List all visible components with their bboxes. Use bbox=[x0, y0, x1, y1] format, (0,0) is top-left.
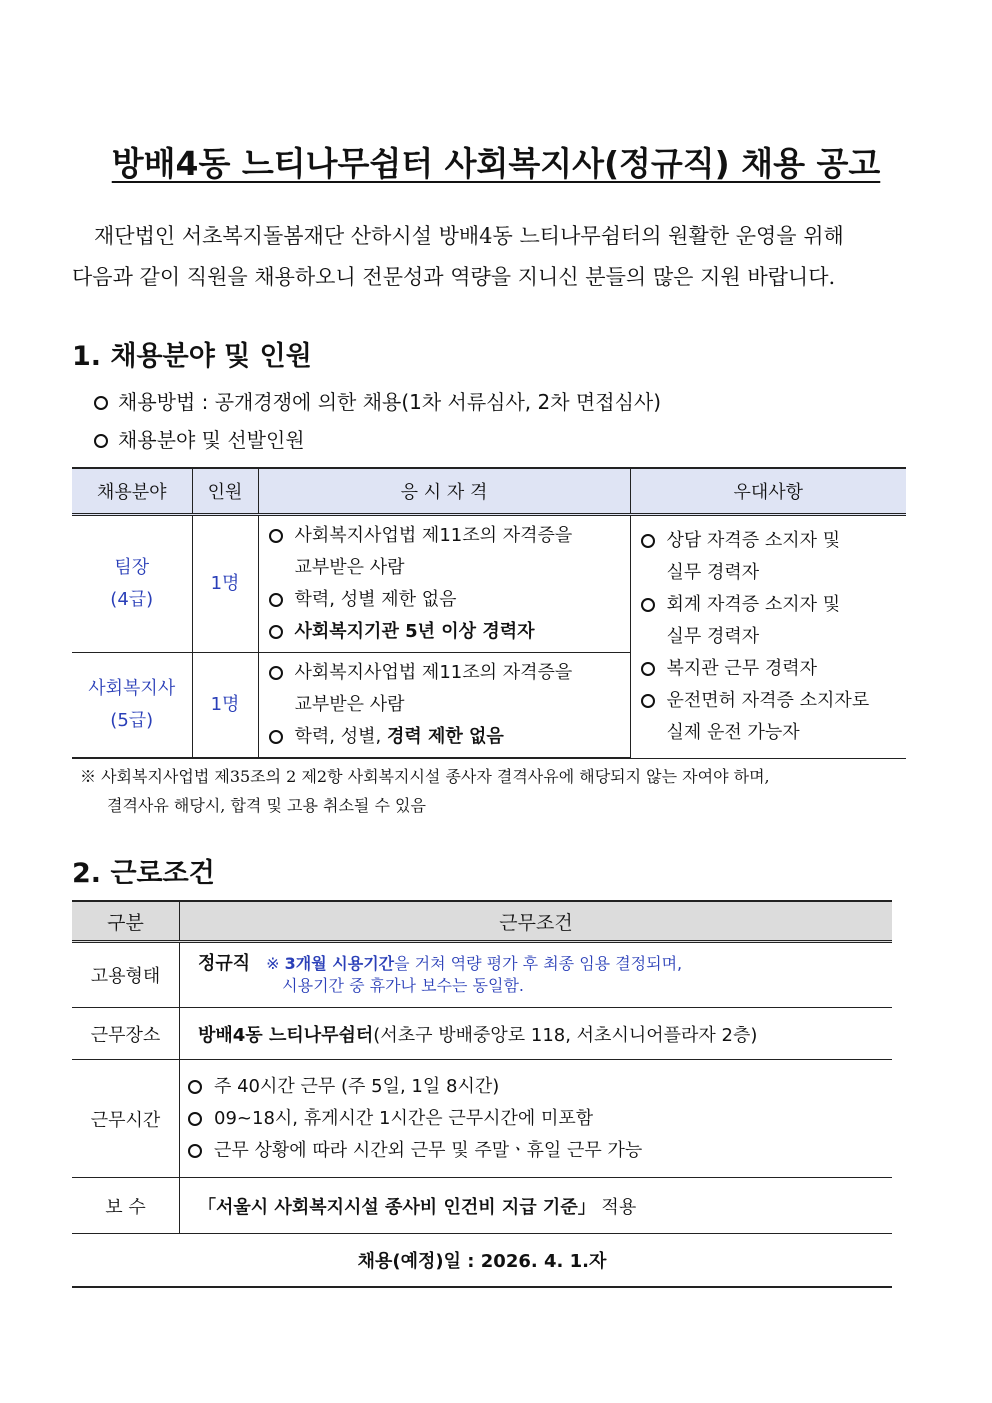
table-row bbox=[72, 515, 906, 653]
circle-bullet-icon bbox=[641, 534, 655, 548]
pay-label: 보 수 bbox=[72, 1178, 180, 1234]
circle-bullet-icon bbox=[641, 662, 655, 676]
place-value: 방배4동 느티나무쉼터(서초구 방배중앙로 118, 서초시니어플라자 2층) bbox=[180, 1008, 893, 1060]
place-label: 근무장소 bbox=[72, 1008, 180, 1060]
recruitment-table bbox=[72, 467, 906, 759]
qualification-cell: 사회복지사업법 제11조의 자격증을 교부받은 사람 학력, 성별 제한 없음 사회복지기관 5년 이상 경력자 bbox=[258, 515, 630, 653]
circle-bullet-icon bbox=[269, 593, 283, 607]
header-category: 구분 bbox=[72, 901, 180, 942]
header-field: 채용분야 bbox=[72, 468, 192, 515]
circle-bullet-icon bbox=[188, 1144, 202, 1158]
circle-bullet-icon bbox=[269, 666, 283, 680]
intro-line-1: 재단법인 서초복지돌봄재단 산하시설 방배4동 느티나무쉼터의 원활한 운영을 위해 bbox=[94, 224, 844, 248]
table-row bbox=[72, 942, 892, 1008]
employment-value: 정규직 ※ 3개월 시용기간을 거쳐 역량 평가 후 최종 임용 결정되며, 시용기간 중 휴가나 보수는 동일함. bbox=[180, 942, 893, 1008]
field-cell: 팀장 (4급) bbox=[72, 515, 192, 653]
circle-bullet-icon bbox=[94, 434, 108, 448]
count-cell: 1명 bbox=[192, 515, 258, 653]
count-cell: 1명 bbox=[192, 653, 258, 759]
header-conditions: 근무조건 bbox=[180, 901, 893, 942]
hours-label: 근무시간 bbox=[72, 1060, 180, 1178]
table-row bbox=[72, 1008, 892, 1060]
start-date: 채용(예정)일 : 2026. 4. 1.자 bbox=[72, 1234, 892, 1288]
field-cell: 사회복지사 (5급) bbox=[72, 653, 192, 759]
section-1-heading: 1. 채용분야 및 인원 bbox=[72, 341, 312, 372]
intro-paragraph bbox=[72, 216, 922, 298]
pay-value: 「서울시 사회복지시설 종사비 인건비 지급 기준」 적용 bbox=[180, 1178, 893, 1234]
table-row bbox=[72, 1060, 892, 1178]
circle-bullet-icon bbox=[269, 529, 283, 543]
header-count: 인원 bbox=[192, 468, 258, 515]
circle-bullet-icon bbox=[269, 730, 283, 744]
disqualification-note: ※ 사회복지사업법 제35조의 2 제2항 사회복지시설 종사자 결격사유에 해당되지 않는 자여야 하며, 결격사유 해당시, 합격 및 고용 취소될 수 있음 bbox=[80, 767, 770, 815]
circle-bullet-icon bbox=[94, 396, 108, 410]
table-row bbox=[72, 1234, 892, 1288]
intro-line-2: 다음과 같이 직원을 채용하오니 전문성과 역량을 지니신 분들의 많은 지원 바랍니다. bbox=[72, 265, 836, 289]
header-qualification: 응 시 자 격 bbox=[258, 468, 630, 515]
bullet-field: 채용분야 및 선발인원 bbox=[94, 424, 305, 453]
qualification-cell: 사회복지사업법 제11조의 자격증을 교부받은 사람 학력, 성별, 경력 제한 없음 bbox=[258, 653, 630, 759]
employment-label: 고용형태 bbox=[72, 942, 180, 1008]
circle-bullet-icon bbox=[188, 1080, 202, 1094]
page-title: 방배4동 느티나무쉼터 사회복지사(정규직) 채용 공고 bbox=[111, 144, 881, 183]
hours-value: 주 40시간 근무 (주 5일, 1일 8시간) 09~18시, 휴게시간 1시간은 근무시간에 미포함 근무 상황에 따라 시간외 근무 및 주말ㆍ휴일 근무 가능 bbox=[180, 1060, 893, 1178]
table-row bbox=[72, 1178, 892, 1234]
circle-bullet-icon bbox=[188, 1112, 202, 1126]
circle-bullet-icon bbox=[641, 694, 655, 708]
circle-bullet-icon bbox=[269, 625, 283, 639]
bullet-method: 채용방법 : 공개경쟁에 의한 채용(1차 서류심사, 2차 면접심사) bbox=[94, 386, 661, 415]
header-preferred: 우대사항 bbox=[630, 468, 906, 515]
section-2-heading: 2. 근로조건 bbox=[72, 858, 215, 889]
preferred-cell: 상담 자격증 소지자 및 실무 경력자 회계 자격증 소지자 및 실무 경력자 복지관 근무 경력자 운전면허 자격증 소지자로 실제 운전 가능자 bbox=[630, 515, 906, 759]
work-conditions-table bbox=[72, 900, 892, 1288]
circle-bullet-icon bbox=[641, 598, 655, 612]
